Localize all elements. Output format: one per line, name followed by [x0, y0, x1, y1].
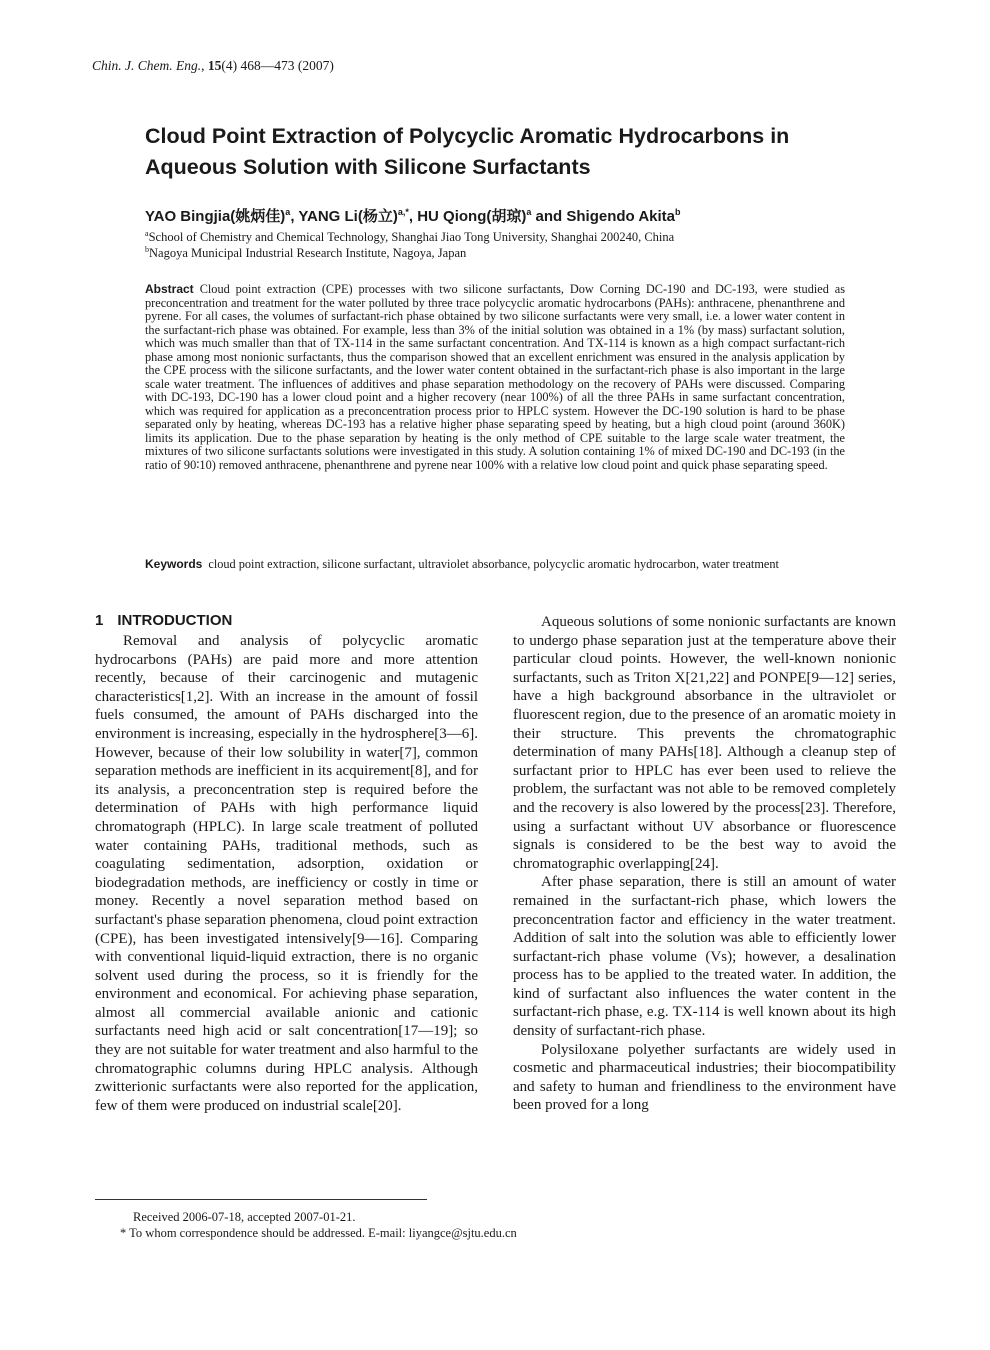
affiliation: [145, 242, 865, 261]
abstract-text: Cloud point extraction (CPE) processes with two silicone surfactants, Dow Corning DC-190 and DC-193, were studied as preconcentration and treatment for the water polluted by three trace polycyclic aromatic hydrocarbons (PAHs): anthracene, phenanthrene and pyrene. For all cases, the volumes of surfactant-rich phase obtained by two silicone surfactants were very small, i.e. a lower water content in the surfactant-rich phase was obtained. For example, less than 3% of the initial solution was obtained in a 1% (by mass) surfactant solution, which was much smaller than that of TX-114 in the same surfactant concentration. And TX-114 is known as a high compact surfactant-rich phase among most nonionic surfactants, thus the comparison showed that an excellent enrichment was ensured in the analysis application by the CPE process with the silicone surfactants, and the lower water content obtained in the surfactant-rich phase is also important in the large scale water treatment. The influences of additives and phase separation methodology on the recovery of PAHs were discussed. Comparing with DC-193, DC-190 has a lower cloud point and a higher recovery (near 100%) of all the three PAHs in same surfactant concentration, which was required for application as a preconcentration process prior to HPLC system. However the DC-190 solution is hard to be phase separated only by heating, whereas DC-193 has a relative higher phase separating speed by heating, but a high cloud point (around 360K) limits its application. Due to the phase separation by heating is the only method of CPE suitable to the large scale water treatment, the mixtures of two silicone surfactants solutions were investigated in this study. A solution containing 1% of mixed DC-190 and DC-193 (in the ratio of 90∶10) removed anthracene, phenanthrene and pyrene near 100% with a relative low cloud point and quick phase separating speed.: [145, 282, 845, 472]
author-name: YAO Bingjia(姚炳佳): [145, 208, 286, 225]
abstract: [145, 283, 845, 472]
body-paragraph: After phase separation, there is still an amount of water remained in the surfactant-rich phase, which lowers the preconcentration factor and efficiency in the water treatment. Addition of salt into the solution was able to efficiently lower surfactant-rich phase volume (Vs); however, a desalination process has to be applied to the treated water. In addition, the kind of surfactant also influences the water content in the surfactant-rich phase, e.g. TX-114 is well known about its high density of surfactant-rich phase.: [513, 874, 896, 1040]
journal-issue-pages: (4) 468—473 (2007): [221, 58, 334, 73]
footnote-divider: [95, 1199, 427, 1200]
keywords-label: Keywords: [145, 557, 203, 571]
author-affil-mark: a,*: [397, 207, 409, 217]
body-paragraph: Aqueous solutions of some nonionic surfactants are known to undergo phase separation just at the temperature above their particular cloud points. However, the well-known nonionic surfactants, such as Triton X[21,22] and PONPE[9—12] series, have a high background absorbance in the ultraviolet or fluorescent region, due to the presence of an aromatic moiety in their structure. This prevents the chromatographic determination of many PAHs[18]. Although a cleanup step of surfactant prior to HPLC has ever been used to relieve the problem, the surfactant was not able to be removed completely and the recovery is also lowered by the process[23]. Therefore, using a surfactant without UV absorbance or fluorescence signals is considered to be the best way to avoid the chromatographic overlapping[24].: [513, 614, 896, 872]
affiliation-mark: b: [145, 245, 149, 254]
journal-volume: 15: [207, 58, 222, 73]
section-number: 1: [95, 612, 104, 629]
body-paragraph: Polysiloxane polyether surfactants are widely used in cosmetic and pharmaceutical industries; their biocompatibility and safety to human and friendliness to the environment have been proved for a long: [513, 1041, 896, 1114]
keywords: [145, 558, 845, 572]
paper-title: Cloud Point Extraction of Polycyclic Aromatic Hydrocarbons in Aqueous Solution with Silicone Surfactants: [145, 124, 790, 179]
keywords-text: cloud point extraction, silicone surfactant, ultraviolet absorbance, polycyclic aromatic hydrocarbon, water treatment: [208, 557, 779, 571]
author-name: HU Qiong(胡琼): [417, 208, 527, 225]
right-column: [513, 613, 896, 1115]
footnote-received: Received 2006-07-18, accepted 2007-01-21.: [133, 1210, 356, 1224]
author-affil-mark: a: [526, 207, 532, 217]
affiliation-text: Nagoya Municipal Industrial Research Institute, Nagoya, Japan: [149, 246, 467, 261]
abstract-label: Abstract: [145, 282, 194, 296]
author-list: YAO Bingjia(姚炳佳)$^a$, YANG Li(杨立)$^{a,*}$, HU Qiong(胡琼)$^a$ and Shigendo Akita$^b$: [145, 207, 681, 225]
journal-reference: Chin. J. Chem. Eng., 15(4) 468—473 (2007): [92, 58, 334, 73]
left-column: [95, 632, 478, 1115]
affiliation-mark: a: [145, 229, 149, 238]
author-name: YANG Li(杨立): [298, 208, 398, 225]
body-paragraph: Removal and analysis of polycyclic aromatic hydrocarbons (PAHs) are paid more and more attention recently, because of their carcinogenic and mutagenic characteristics[1,2]. With an increase in the amount of fossil fuels consumed, the amount of PAHs discharged into the environment is increasing, especially in the hydrosphere[3—6]. However, because of their low solubility in water[7], common separation methods are inefficient in its acquirement[8], and for its analysis, a preconcentration step is required before the determination of PAHs with high performance liquid chromatograph (HPLC). In large scale treatment of polluted water containing PAHs, traditional methods, such as coagulating sedimentation, adsorption, oxidation or biodegradation methods, are inefficiency or costly in time or money. Recently a novel separation method based on surfactant's phase separation phenomena, cloud point extraction (CPE), has been investigated intensively[9—16]. Comparing with conventional liquid-liquid extraction, there is no organic solvent used during the process, so it is friendly for the environment and economical. For achieving phase separation, almost all commercial available anionic and cationic surfactants need high acid or salt concentration[17—19]; so they are not suitable for water treatment and also harmful to the chromatographic columns during HPLC analysis. Although zwitterionic surfactants were also reported for the application, few of them were produced on industrial scale[20].: [95, 633, 478, 1114]
author-affil-mark: a: [285, 207, 291, 217]
journal-name: Chin. J. Chem. Eng.: [92, 58, 202, 73]
author-name: Shigendo Akita: [566, 208, 676, 225]
author-affil-mark: b: [675, 207, 681, 217]
section-heading: [95, 612, 232, 629]
section-title: INTRODUCTION: [117, 612, 233, 629]
footnote-correspondence: * To whom correspondence should be addressed. E-mail: liyangce@sjtu.edu.cn: [120, 1226, 517, 1240]
affiliation-text: School of Chemistry and Chemical Technology, Shanghai Jiao Tong University, Shanghai 200240, China: [148, 230, 675, 245]
